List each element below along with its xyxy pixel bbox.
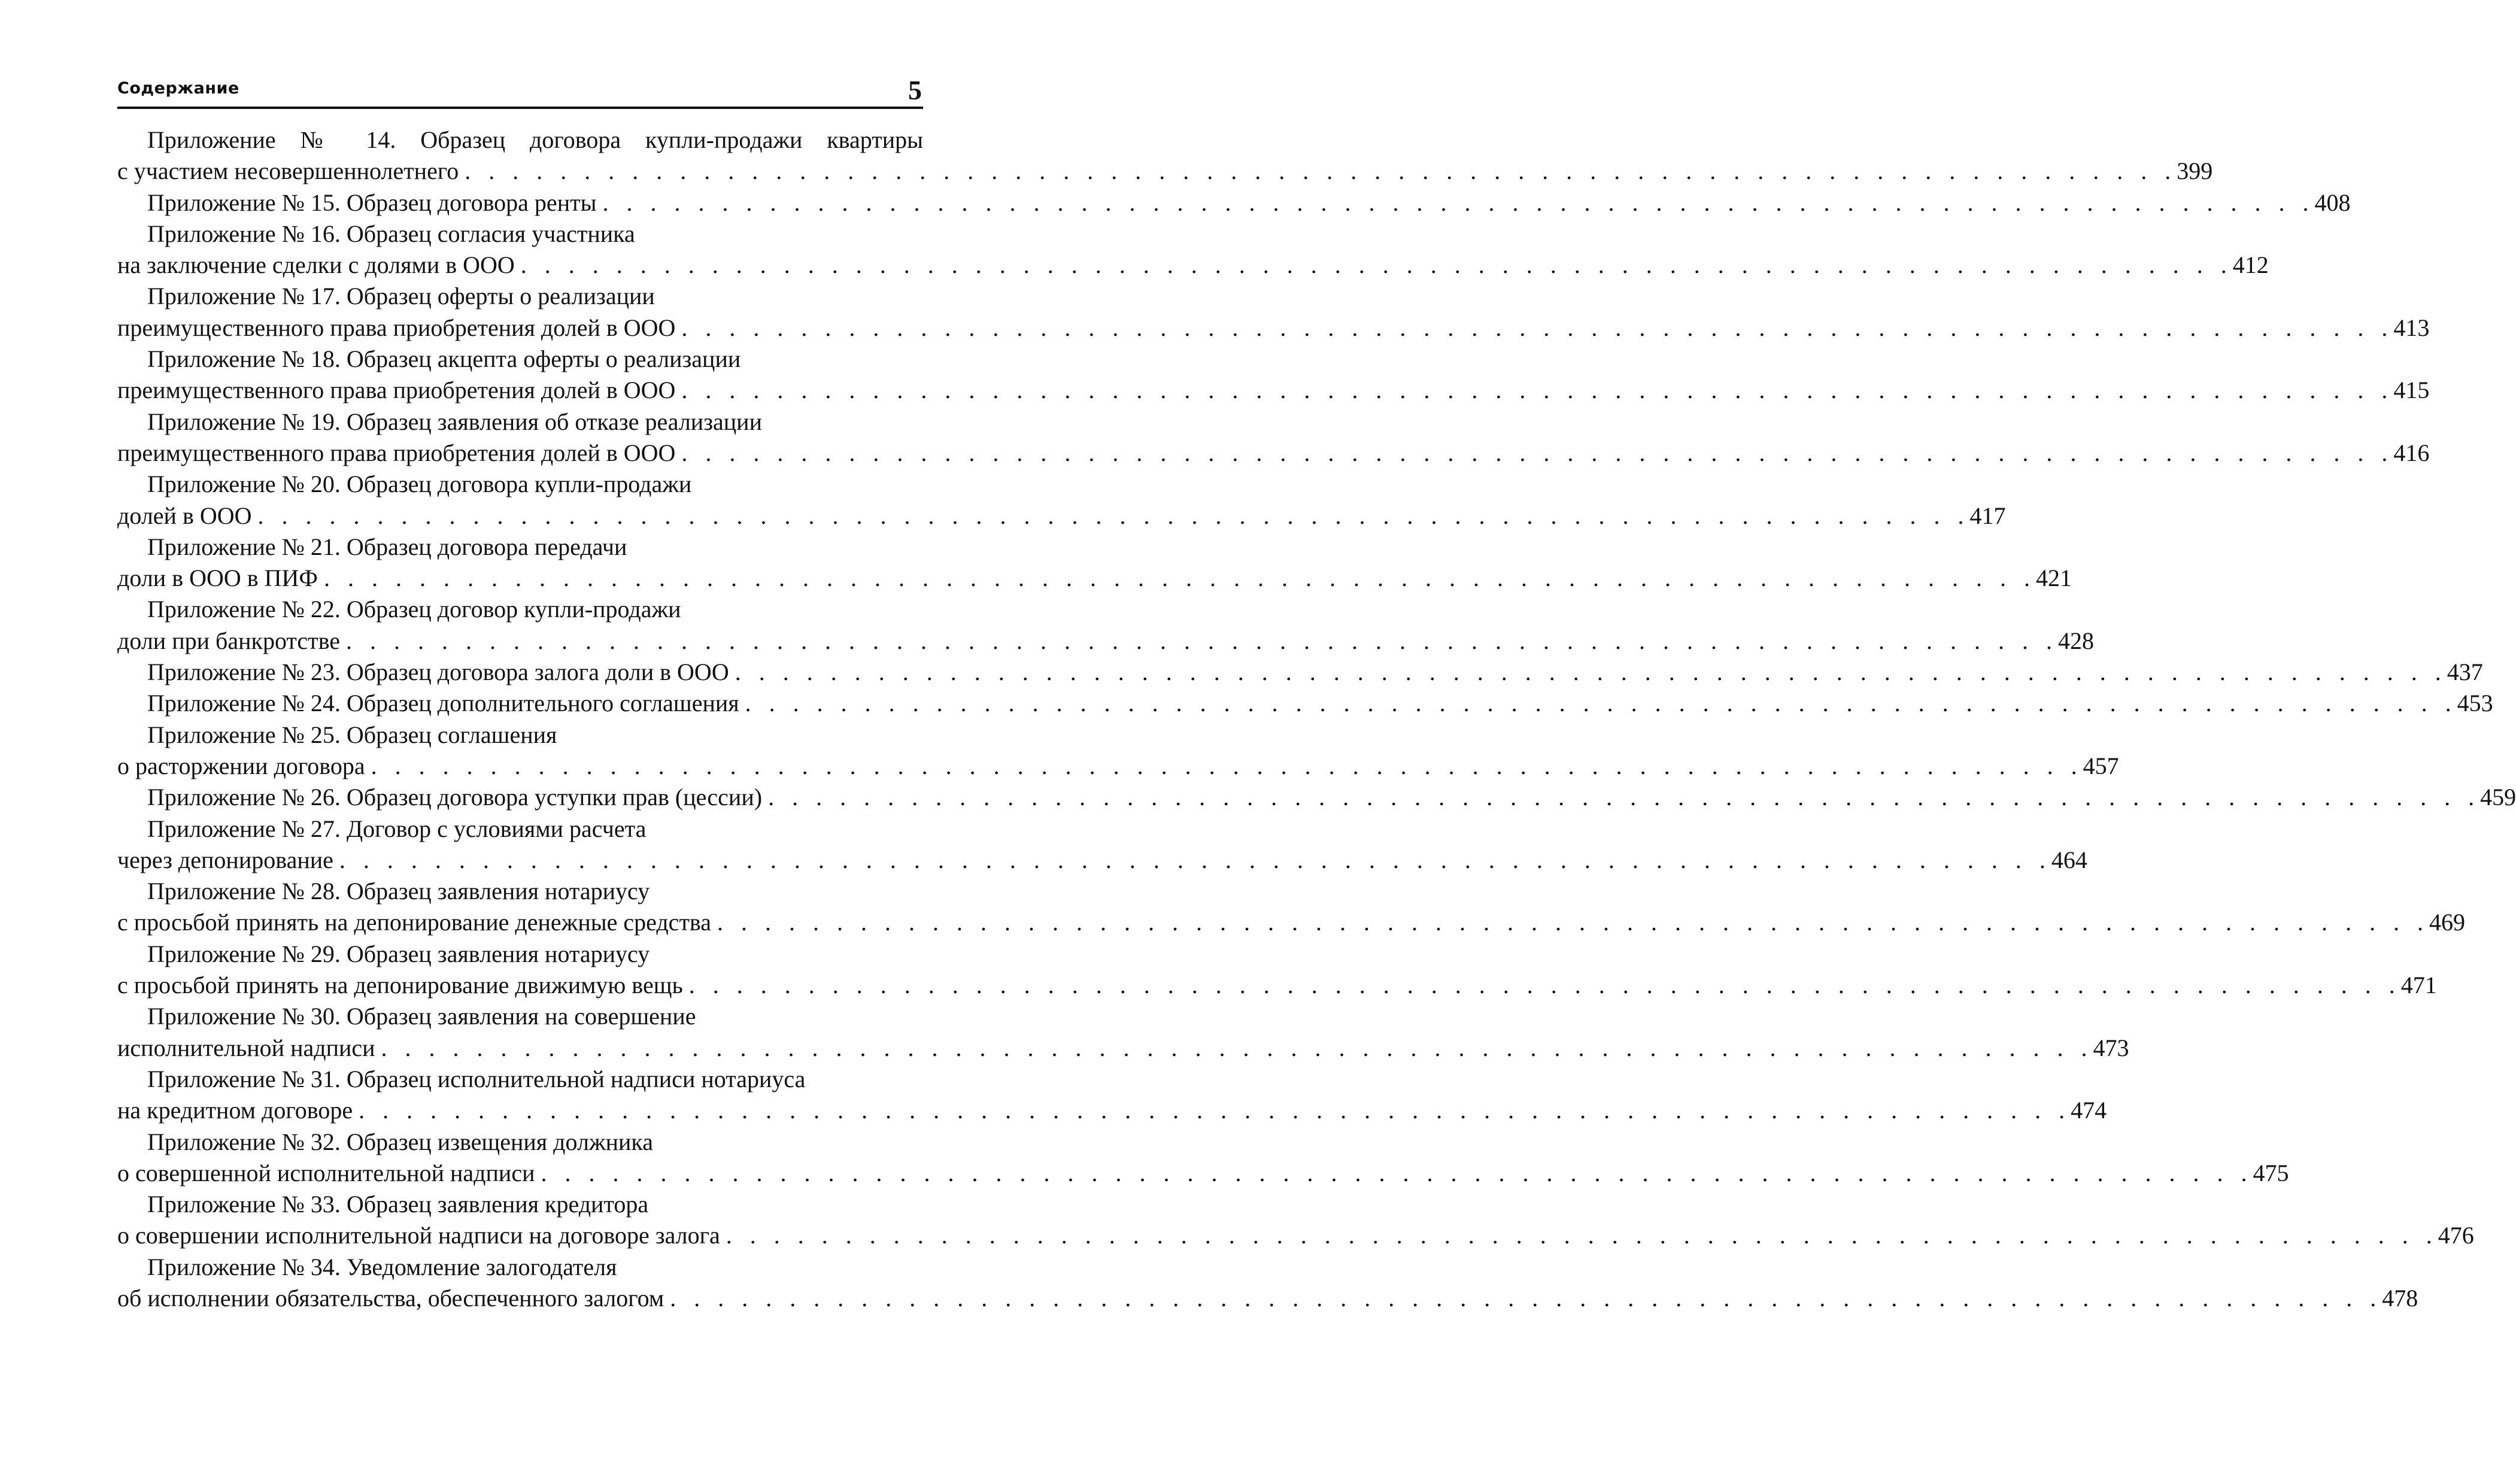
toc-page-number: 453 bbox=[2457, 690, 2493, 717]
toc-page-number: 474 bbox=[2071, 1097, 2107, 1124]
toc-entry-text: через депонирование bbox=[117, 846, 333, 873]
toc-entry[interactable] bbox=[117, 1189, 2474, 1252]
dot-leader: . . . . . . . . . . . . . . . . . . . . . . . . . . . . . . . . . . . . . . . . . . . . . . . . . . . . . . . . . . . . . . . . . . . . . . . . bbox=[257, 502, 1970, 529]
toc-entry-text: Приложение № 24. Образец дополнительного соглашения bbox=[147, 690, 739, 717]
dot-leader: . . . . . . . . . . . . . . . . . . . . . . . . . . . . . . . . . . . . . . . . . . . . . . . . . . . . . . . . . . . . . . . . . . . . . . . . bbox=[745, 690, 2457, 717]
toc-entry[interactable] bbox=[117, 814, 2087, 876]
toc-page-number: 471 bbox=[2400, 972, 2437, 999]
dot-leader: . . . . . . . . . . . . . . . . . . . . . . . . . . . . . . . . . . . . . . . . . . . . . . . . . . . . . . . . . . . . . . . . . . . . . . . . bbox=[520, 251, 2233, 279]
toc-entry[interactable] bbox=[117, 125, 2213, 187]
toc-entry-line bbox=[117, 1033, 2129, 1064]
toc-entry-text: доли при банкротстве bbox=[117, 627, 341, 654]
toc-entry-text: о совершении исполнительной надписи на договоре залога bbox=[117, 1222, 720, 1249]
toc-entry-line bbox=[117, 970, 2437, 1001]
toc-entry[interactable] bbox=[117, 1064, 2107, 1127]
toc-page-number: 464 bbox=[2051, 846, 2087, 873]
toc-page-number: 412 bbox=[2232, 251, 2269, 279]
toc-entry-line bbox=[117, 782, 2516, 813]
toc-entry-text: с просьбой принять на депонирование денежные средства bbox=[117, 909, 712, 936]
toc-entry[interactable] bbox=[117, 469, 2006, 532]
toc-entry[interactable] bbox=[117, 1127, 2289, 1189]
toc-entry[interactable] bbox=[117, 187, 2351, 218]
toc-entry-line: Приложение № 14. Образец договора купли-продажи квартиры bbox=[147, 126, 923, 153]
toc-page-number: 428 bbox=[2058, 627, 2095, 654]
dot-leader: . . . . . . . . . . . . . . . . . . . . . . . . . . . . . . . . . . . . . . . . . . . . . . . . . . . . . . . . . . . . . . . . . . . . . . . . bbox=[381, 1034, 2093, 1061]
toc-entry-text: с просьбой принять на депонирование движимую вещь bbox=[117, 972, 683, 999]
toc-entry-line bbox=[117, 500, 2006, 532]
toc-entry-text: о совершенной исполнительной надписи bbox=[117, 1159, 535, 1186]
toc-entry[interactable] bbox=[117, 688, 2493, 719]
toc-entry-text: на кредитном договоре bbox=[117, 1097, 353, 1124]
toc-entry-line bbox=[117, 751, 2119, 782]
toc-entry-text: на заключение сделки с долями в ООО bbox=[117, 251, 515, 279]
toc-entry-text: исполнительной надписи bbox=[117, 1034, 375, 1061]
toc-entry-line: Приложение № 33. Образец заявления кредитора bbox=[147, 1191, 649, 1218]
toc-entry-line: Приложение № 18. Образец акцепта оферты о реализации bbox=[147, 345, 741, 373]
toc-entry-line bbox=[117, 688, 2493, 719]
toc-entry[interactable] bbox=[117, 406, 2430, 469]
toc-entry-line: Приложение № 34. Уведомление залогодателя bbox=[147, 1253, 617, 1280]
toc-entry-line: Приложение № 28. Образец заявления нотариусу bbox=[147, 878, 650, 905]
toc-entry-line: Приложение № 31. Образец исполнительной надписи нотариуса bbox=[147, 1065, 806, 1092]
dot-leader: . . . . . . . . . . . . . . . . . . . . . . . . . . . . . . . . . . . . . . . . . . . . . . . . . . . . . . . . . . . . . . . . . . . . . . . . bbox=[371, 752, 2083, 779]
dot-leader: . . . . . . . . . . . . . . . . . . . . . . . . . . . . . . . . . . . . . . . . . . . . . . . . . . . . . . . . . . . . . . . . . . . . . . . . bbox=[602, 189, 2315, 216]
toc-page-number: 476 bbox=[2438, 1222, 2474, 1249]
toc-entry-text: Приложение № 26. Образец договора уступки прав (цессии) bbox=[147, 784, 763, 811]
toc-page-number: 475 bbox=[2253, 1159, 2289, 1186]
page-number: 5 bbox=[908, 75, 922, 105]
toc-page-number: 415 bbox=[2393, 377, 2430, 404]
toc-page-number: 417 bbox=[1969, 502, 2006, 529]
dot-leader: . . . . . . . . . . . . . . . . . . . . . . . . . . . . . . . . . . . . . . . . . . . . . . . . . . . . . . . . . . . . . . . . . . . . . . . . bbox=[465, 157, 2177, 185]
toc-entry-text: о расторжении договора bbox=[117, 752, 365, 779]
dot-leader: . . . . . . . . . . . . . . . . . . . . . . . . . . . . . . . . . . . . . . . . . . . . . . . . . . . . . . . . . . . . . . . . . . . . . . . . bbox=[768, 784, 2481, 811]
dot-leader: . . . . . . . . . . . . . . . . . . . . . . . . . . . . . . . . . . . . . . . . . . . . . . . . . . . . . . . . . . . . . . . . . . . . . . . . bbox=[681, 439, 2394, 466]
toc-entry-text: доли в ООО в ПИФ bbox=[117, 565, 318, 592]
toc-entry-line bbox=[117, 438, 2430, 469]
toc-page-number: 437 bbox=[2447, 658, 2483, 686]
toc-page-number: 408 bbox=[2314, 189, 2351, 216]
toc-entry-line bbox=[117, 657, 2483, 688]
toc-page-number: 421 bbox=[2036, 565, 2072, 592]
toc-entry-line bbox=[117, 156, 2213, 187]
toc-entry-text: об исполнении обязательства, обеспеченного залогом bbox=[117, 1284, 664, 1312]
toc-entry-line: Приложение № 22. Образец договор купли-продажи bbox=[147, 596, 681, 623]
toc-entry-text: преимущественного права приобретения долей в ООО bbox=[117, 314, 676, 341]
toc-entry-text: долей в ООО bbox=[117, 502, 252, 529]
dot-leader: . . . . . . . . . . . . . . . . . . . . . . . . . . . . . . . . . . . . . . . . . . . . . . . . . . . . . . . . . . . . . . . . . . . . . . . . bbox=[681, 377, 2394, 404]
toc-entry[interactable] bbox=[117, 657, 2483, 688]
header-title: Содержание bbox=[117, 79, 239, 98]
toc-page-number: 478 bbox=[2382, 1284, 2418, 1312]
toc-entry-text: преимущественного права приобретения долей в ООО bbox=[117, 439, 676, 466]
toc-entry-line: Приложение № 32. Образец извещения должника bbox=[147, 1128, 653, 1155]
toc-entry-line bbox=[117, 312, 2430, 344]
toc-entry-line: Приложение № 29. Образец заявления нотариусу bbox=[147, 940, 650, 967]
toc-entry-line: Приложение № 25. Образец соглашения bbox=[147, 721, 557, 748]
toc-entry[interactable] bbox=[117, 939, 2437, 1002]
toc-entry-line bbox=[117, 626, 2095, 657]
toc-entry-line bbox=[117, 845, 2087, 876]
toc-entry-text: Приложение № 23. Образец договора залога доли в ООО bbox=[147, 658, 729, 686]
toc-entry-line: Приложение № 19. Образец заявления об отказе реализации bbox=[147, 408, 762, 435]
dot-leader: . . . . . . . . . . . . . . . . . . . . . . . . . . . . . . . . . . . . . . . . . . . . . . . . . . . . . . . . . . . . . . . . . . . . . . . . bbox=[339, 846, 2051, 873]
toc-entry[interactable] bbox=[117, 218, 2269, 281]
toc-entry[interactable] bbox=[117, 782, 2516, 813]
toc-page-number: 469 bbox=[2429, 909, 2466, 936]
toc-entry[interactable] bbox=[117, 281, 2430, 344]
toc-entry-line bbox=[117, 1158, 2289, 1189]
table-of-contents bbox=[117, 125, 2516, 1314]
toc-entry-line: Приложение № 27. Договор с условиями расчета bbox=[147, 815, 647, 842]
toc-entry[interactable] bbox=[117, 532, 2072, 594]
toc-entry-text: преимущественного права приобретения долей в ООО bbox=[117, 377, 676, 404]
dot-leader: . . . . . . . . . . . . . . . . . . . . . . . . . . . . . . . . . . . . . . . . . . . . . . . . . . . . . . . . . . . . . . . . . . . . . . . . bbox=[670, 1284, 2383, 1312]
toc-page-number: 416 bbox=[2393, 439, 2430, 466]
toc-page-number: 457 bbox=[2083, 752, 2119, 779]
toc-entry-line bbox=[117, 187, 2351, 218]
toc-entry[interactable] bbox=[117, 720, 2119, 782]
toc-entry-line bbox=[117, 1095, 2107, 1126]
toc-entry[interactable] bbox=[117, 1001, 2129, 1064]
toc-entry-line: Приложение № 17. Образец оферты о реализации bbox=[147, 283, 655, 310]
toc-entry-line bbox=[117, 375, 2430, 406]
toc-entry-line bbox=[117, 563, 2072, 594]
dot-leader: . . . . . . . . . . . . . . . . . . . . . . . . . . . . . . . . . . . . . . . . . . . . . . . . . . . . . . . . . . . . . . . . . . . . . . . . bbox=[735, 658, 2447, 686]
dot-leader: . . . . . . . . . . . . . . . . . . . . . . . . . . . . . . . . . . . . . . . . . . . . . . . . . . . . . . . . . . . . . . . . . . . . . . . . bbox=[541, 1159, 2253, 1186]
toc-page-number: 459 bbox=[2480, 784, 2516, 811]
dot-leader: . . . . . . . . . . . . . . . . . . . . . . . . . . . . . . . . . . . . . . . . . . . . . . . . . . . . . . . . . . . . . . . . . . . . . . . . bbox=[688, 972, 2401, 999]
dot-leader: . . . . . . . . . . . . . . . . . . . . . . . . . . . . . . . . . . . . . . . . . . . . . . . . . . . . . . . . . . . . . . . . . . . . . . . . bbox=[726, 1222, 2438, 1249]
toc-entry-line: Приложение № 30. Образец заявления на совершение bbox=[147, 1003, 696, 1030]
toc-page-number: 399 bbox=[2177, 157, 2213, 185]
toc-entry-line bbox=[117, 250, 2269, 281]
toc-entry-line: Приложение № 21. Образец договора передачи bbox=[147, 533, 627, 560]
dot-leader: . . . . . . . . . . . . . . . . . . . . . . . . . . . . . . . . . . . . . . . . . . . . . . . . . . . . . . . . . . . . . . . . . . . . . . . . bbox=[681, 314, 2394, 341]
running-header bbox=[117, 71, 923, 109]
toc-entry-text: с участием несовершеннолетнего bbox=[117, 157, 459, 185]
toc-entry-text: Приложение № 15. Образец договора ренты bbox=[147, 189, 597, 216]
toc-entry-line: Приложение № 16. Образец согласия участника bbox=[147, 220, 635, 247]
toc-entry-line: Приложение № 20. Образец договора купли-продажи bbox=[147, 471, 692, 498]
dot-leader: . . . . . . . . . . . . . . . . . . . . . . . . . . . . . . . . . . . . . . . . . . . . . . . . . . . . . . . . . . . . . . . . . . . . . . . . bbox=[324, 565, 2036, 592]
toc-entry-line bbox=[117, 1220, 2474, 1251]
toc-entry[interactable] bbox=[117, 594, 2095, 657]
toc-entry-line bbox=[117, 1283, 2418, 1314]
toc-page-number: 473 bbox=[2093, 1034, 2129, 1061]
toc-entry[interactable] bbox=[117, 876, 2466, 939]
dot-leader: . . . . . . . . . . . . . . . . . . . . . . . . . . . . . . . . . . . . . . . . . . . . . . . . . . . . . . . . . . . . . . . . . . . . . . . . bbox=[717, 909, 2430, 936]
dot-leader: . . . . . . . . . . . . . . . . . . . . . . . . . . . . . . . . . . . . . . . . . . . . . . . . . . . . . . . . . . . . . . . . . . . . . . . . bbox=[359, 1097, 2071, 1124]
toc-entry[interactable] bbox=[117, 1252, 2418, 1315]
toc-page-number: 413 bbox=[2393, 314, 2430, 341]
toc-entry-line bbox=[117, 907, 2466, 938]
dot-leader: . . . . . . . . . . . . . . . . . . . . . . . . . . . . . . . . . . . . . . . . . . . . . . . . . . . . . . . . . . . . . . . . . . . . . . . . bbox=[346, 627, 2059, 654]
toc-entry[interactable] bbox=[117, 344, 2430, 406]
